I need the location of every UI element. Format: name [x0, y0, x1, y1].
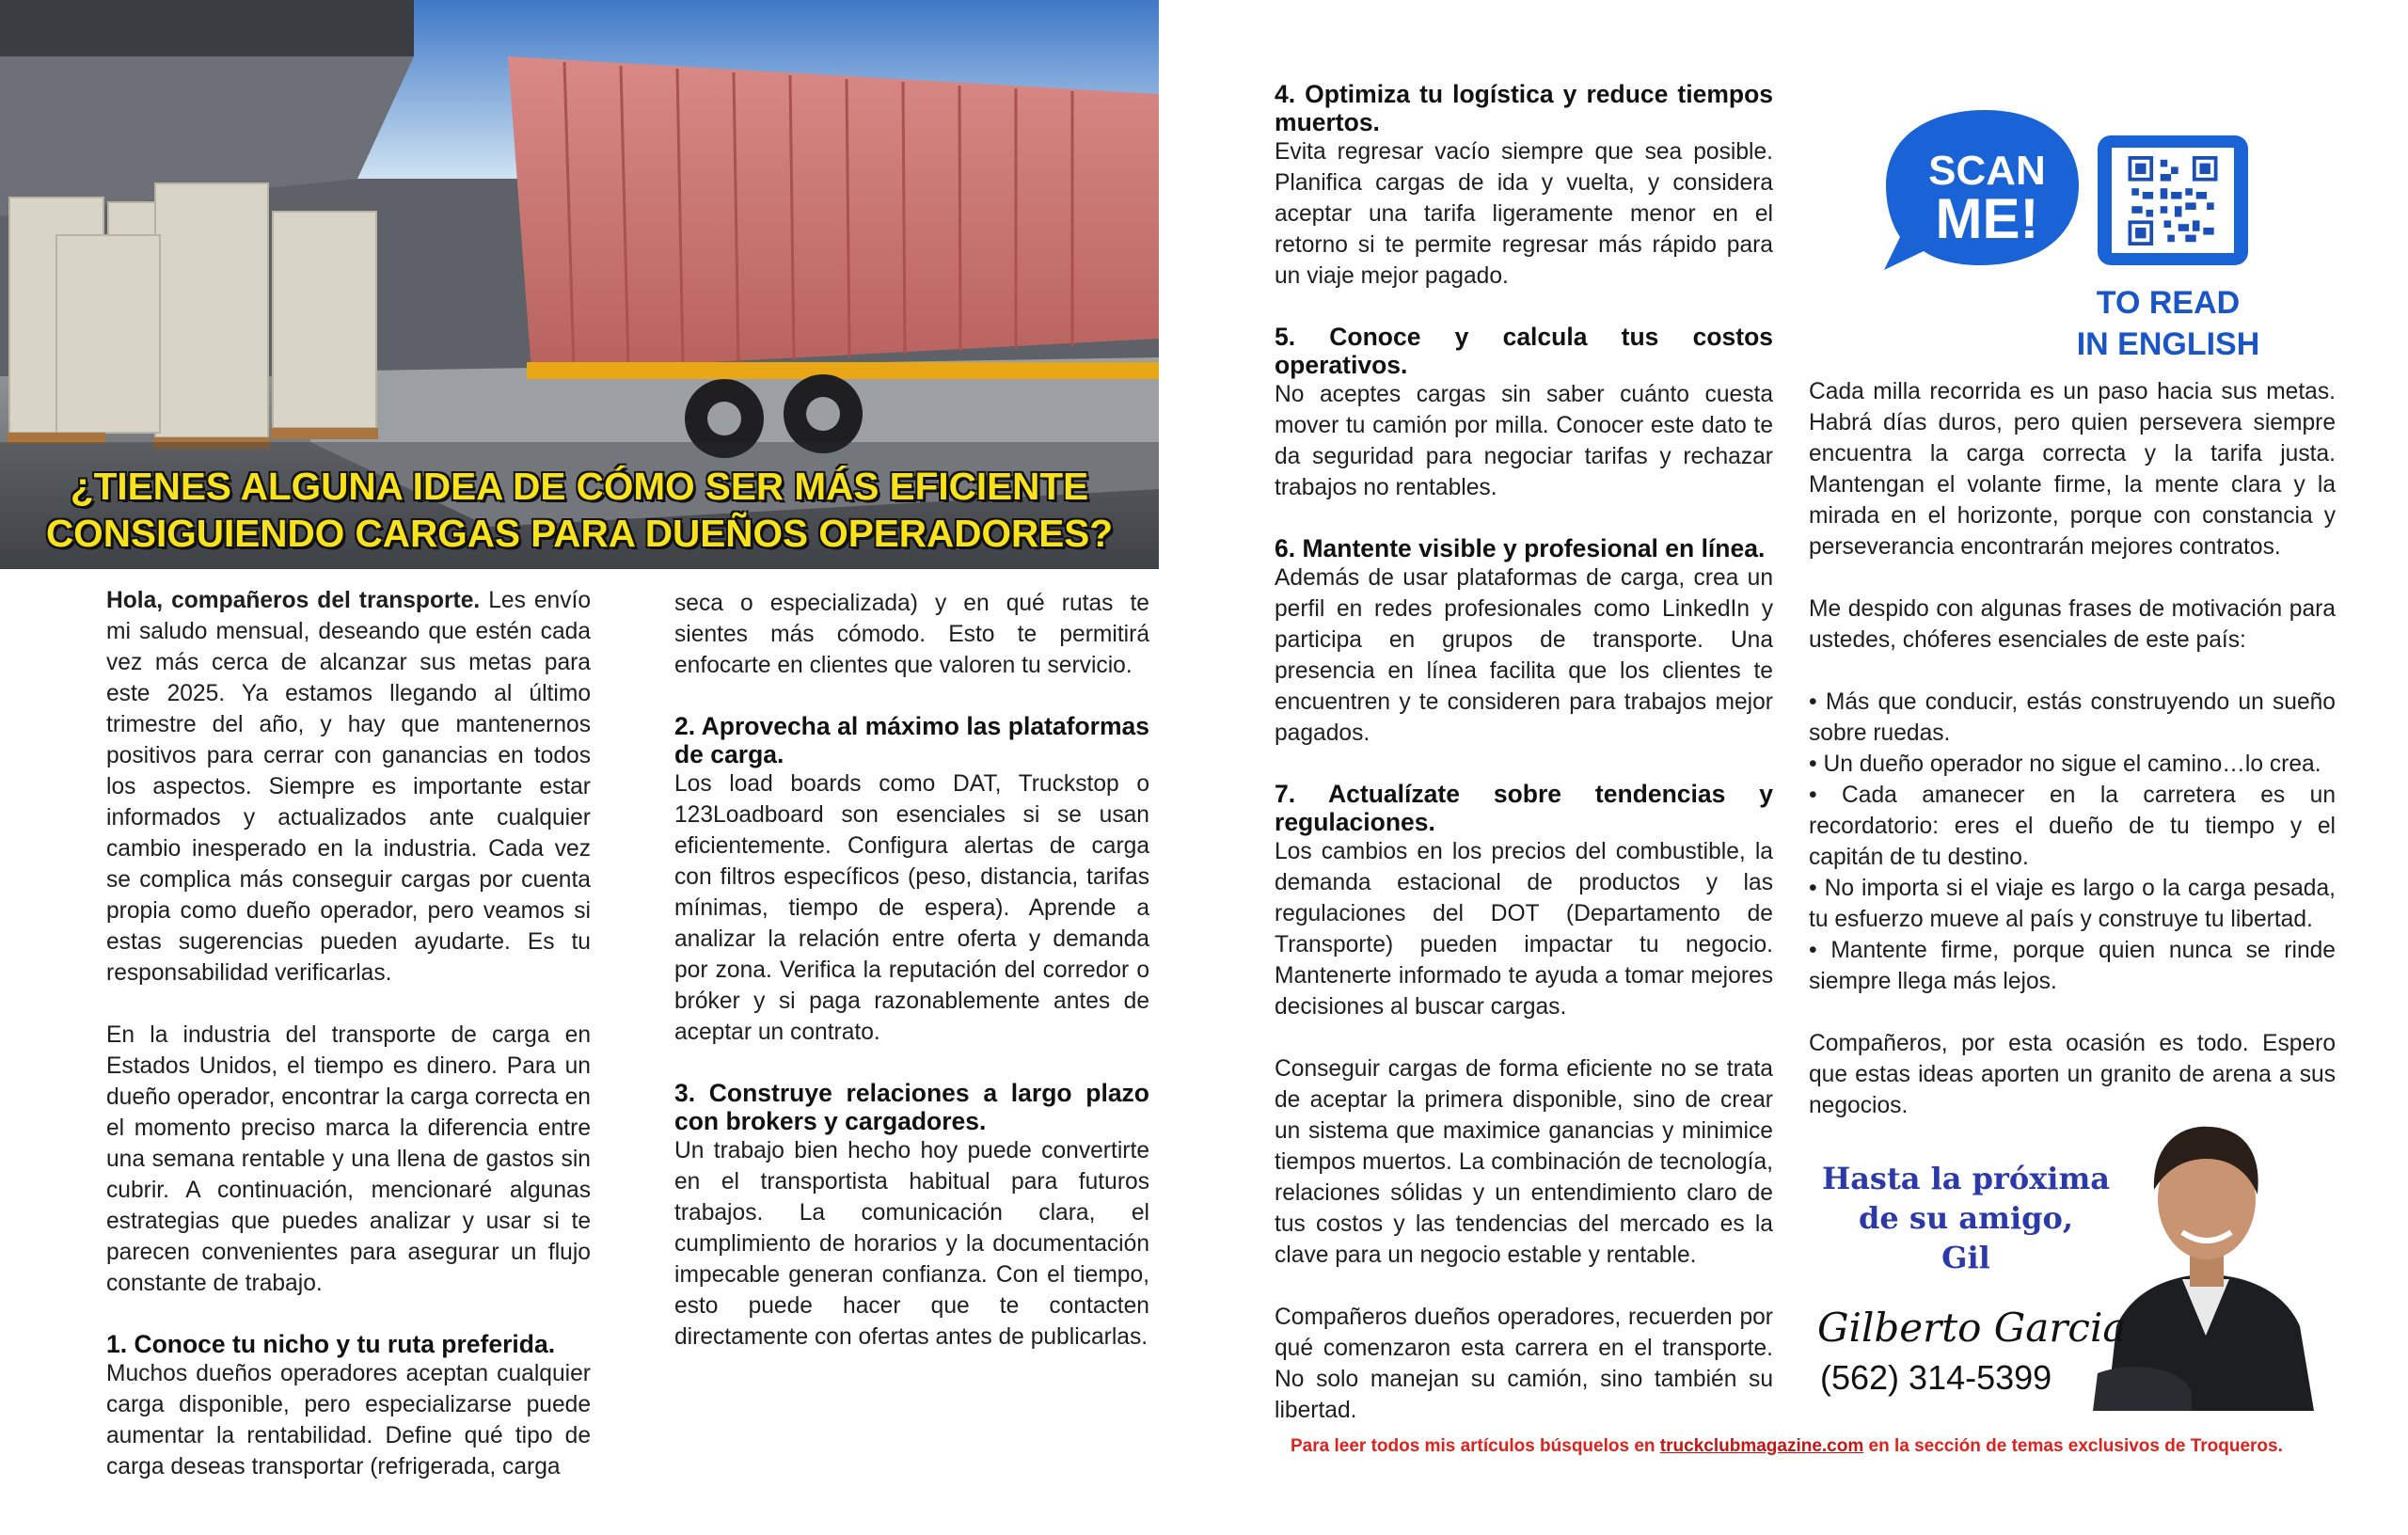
closing-paragraph: Compañeros dueños operadores, recuerden por qué comenzaron esta carrera en el transporte. No solo manejan su camión, sino también su libertad.: [1275, 1305, 1773, 1423]
intro-paragraph: [106, 585, 591, 989]
conclusion-paragraph: Conseguir cargas de forma eficiente no se trata de aceptar la primera disponible, sino de crear un sistema que maximice ganancias y minimice tiempos muertos. La combinación de tecnología, relaciones sólidas y un entendimiento claro de tus costos y las tendencias del mercado es la clave para un negocio estable y rentable.: [1275, 1056, 1773, 1268]
section-3-body: Un trabajo bien hecho hoy puede convertirte en el transportista habitual para futuros trabajos. La comunicación clara, el cumplimiento de horarios y la documentación impecable generan confianza. Con el tiempo, esto puede hacer que te contacten directamente con ofertas antes de publicarlas.: [674, 1138, 1149, 1350]
section-7: [1275, 780, 1773, 1022]
hero-image: [0, 0, 1159, 569]
footer-text-pre: Para leer todos mis artículos búsquelos en: [1291, 1436, 1660, 1456]
section-4-title: 4. Optimiza tu logística y reduce tiempos muertos.: [1275, 80, 1773, 136]
qr-code-icon: [2126, 156, 2220, 245]
section-1-body: Muchos dueños operadores aceptan cualquier carga disponible, pero especializarse puede aumentar la rentabilidad. Define qué tipo de carga deseas transportar (refrigerada, carga: [106, 1361, 591, 1480]
section-1-title: 1. Conoce tu nicho y tu ruta preferida.: [106, 1330, 556, 1358]
section-6: [1275, 534, 1773, 749]
motivation-paragraph: Cada milla recorrida es un paso hacia sus metas. Habrá días duros, pero quien persevera siempre encuentra la carga correcta y la tarifa justa. Mantengan el volante firme, la mente clara y la mirada en el horizonte, porque con constancia y perseverancia encontrarán mejores contratos.: [1809, 379, 2336, 560]
section-3-title: 3. Construye relaciones a largo plazo con brokers y cargadores.: [674, 1079, 1149, 1135]
quote-item: • Un dueño operador no sigue el camino…lo crea.: [1809, 752, 2321, 777]
section-4: [1275, 80, 1773, 292]
section-7-title: 7. Actualízate sobre tendencias y regulaciones.: [1275, 780, 1773, 836]
section-1: [106, 1330, 591, 1482]
section-2-body: Los load boards como DAT, Truckstop o 123Loadboard son esenciales si se usan eficientemente. Configura alertas de carga con filtros específicos (peso, distancia, tarifas mínimas, tiempo de espera). Aprende a analizar la relación entre oferta y demanda por zona. Verifica la reputación del corredor o bróker y si paga razonablemente antes de aceptar un contrato.: [674, 771, 1149, 1045]
footer-note: [1291, 1434, 2325, 1459]
section-6-title: 6. Mantente visible y profesional en línea.: [1275, 534, 1766, 562]
quote-item: • Más que conducir, estás construyendo un sueño sobre ruedas.: [1809, 689, 2336, 746]
motivational-quotes: [1809, 687, 2336, 997]
cta-line-2: IN ENGLISH: [2076, 326, 2260, 362]
section-4-body: Evita regresar vacío siempre que sea posible. Planifica cargas de ida y vuelta, y considera aceptar una tarifa ligeramente menor en el retorno si te permite regresar más rápido para un viaje mejor pagado.: [1275, 139, 1773, 289]
footer-text-post: en la sección de temas exclusivos de Troqueros.: [1863, 1436, 2283, 1456]
farewell-intro: Me despido con algunas frases de motivación para ustedes, chóferes esenciales de este país:: [1809, 596, 2336, 653]
section-2: [674, 712, 1149, 1048]
section-5-body: No aceptes cargas sin saber cuánto cuesta mover tu camión por milla. Conocer este dato te da seguridad para negociar tarifas y rechazar trabajos no rentables.: [1275, 382, 1773, 500]
headline-line-2: CONSIGUIENDO CARGAS PARA DUEÑOS OPERADORES?: [45, 512, 1114, 555]
author-phone: (562) 314-5399: [1820, 1358, 2052, 1397]
me-text: ME!: [1935, 187, 2039, 250]
signoff-line-2: de su amigo,: [1859, 1200, 2073, 1236]
headline-line-1: ¿TIENES ALGUNA IDEA DE CÓMO SER MÁS EFICIENTE: [70, 465, 1089, 508]
quote-item: • No importa si el viaje es largo o la carga pesada, tu esfuerzo mueve al país y construye tu libertad.: [1809, 876, 2336, 932]
cta-line-1: TO READ: [2096, 285, 2241, 321]
scan-me-text: [1909, 148, 2065, 250]
column-3: [1275, 80, 1773, 1457]
author-signature: Gilberto Garcia: [1817, 1305, 2127, 1351]
scan-text: SCAN: [1928, 148, 2046, 194]
section-6-body: Además de usar plataformas de carga, crea un perfil en redes profesionales como LinkedIn y participa en grupos de transporte. Una presencia en línea facilita que los clientes te encuentren y te consideren para trabajos mejor pagados.: [1275, 565, 1773, 746]
quote-item: • Mantente firme, porque quien nunca se rinde siempre llega más lejos.: [1809, 938, 2336, 994]
signoff-line-1: Hasta la próxima: [1821, 1161, 2111, 1196]
read-in-english-cta: [2074, 282, 2262, 365]
footer-link[interactable]: truckclubmagazine.com: [1659, 1436, 1864, 1456]
intro-greeting: Hola, compañeros del transporte.: [106, 588, 481, 613]
section-7-body: Los cambios en los precios del combustible, la demanda estacional de productos y las regulaciones del DOT (Departamento de Transporte) pueden impactar tu negocio. Mantenerte informado te ayuda a tomar mejores decisiones al buscar cargas.: [1275, 839, 1773, 1020]
signoff: [1806, 1159, 2126, 1277]
intro-text: Les envío mi saludo mensual, deseando que estén cada vez más cerca de alcanzar sus metas para este 2025. Ya estamos llegando al último trimestre del año, y hay que mantenernos positivos para cerrar con ganancias en todos los aspectos. Siempre es importante estar informados y actualizados ante cualquier cambio inesperado en la industria. Cada vez se complica más conseguir cargas por cuenta propia como dueño operador, pero veamos si estas sugerencias pueden ayudarte. Es tu responsabilidad verificarlas.: [106, 588, 592, 986]
goodbye-paragraph: Compañeros, por esta ocasión es todo. Espero que estas ideas aporten un granito de arena a sus negocios.: [1809, 1031, 2336, 1118]
headline: [0, 463, 1159, 557]
column-2: [674, 588, 1149, 1384]
scan-me-badge[interactable]: [1867, 96, 2262, 369]
section-3: [674, 1079, 1149, 1353]
section-5: [1275, 323, 1773, 503]
section-1-continued: seca o especializada) y en qué rutas te sientes más cómodo. Esto te permitirá enfocarte en clientes que valoren tu servicio.: [674, 591, 1149, 678]
signoff-line-3: Gil: [1941, 1240, 1990, 1275]
section-5-title: 5. Conoce y calcula tus costos operativos.: [1275, 323, 1773, 379]
column-4: [1809, 376, 2336, 1152]
column-1: [106, 585, 591, 1513]
quote-item: • Cada amanecer en la carretera es un recordatorio: eres el dueño de tu tiempo y el capitán de tu destino.: [1809, 783, 2336, 870]
industry-paragraph: En la industria del transporte de carga en Estados Unidos, el tiempo es dinero. Para un dueño operador, encontrar la carga correcta en el momento preciso marca la diferencia entre una semana rentable y una llena de gastos sin cubrir. A continuación, mencionaré algunas estrategias que puedes analizar y usar si te parecen convenientes para asegurar un flujo constante de trabajo.: [106, 1022, 591, 1296]
section-2-title: 2. Aprovecha al máximo las plataformas de carga.: [674, 712, 1149, 768]
